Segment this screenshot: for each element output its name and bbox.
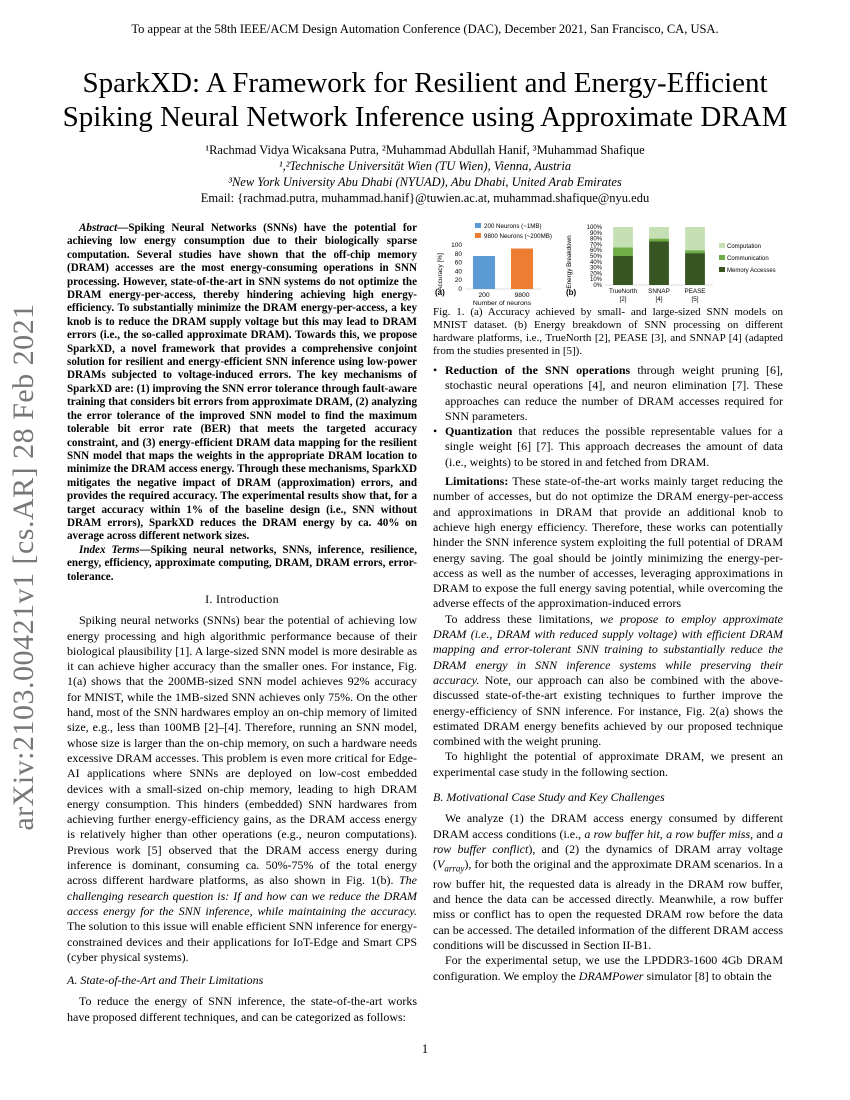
y-tick-label: 20% bbox=[589, 271, 602, 278]
y-tick-label: 0 bbox=[458, 286, 462, 293]
author-block bbox=[60, 142, 790, 206]
y-tick-label: 50% bbox=[589, 254, 602, 260]
setup-text-a: For the experimental setup, we use the LPDDR3-1600 4Gb DRAM configuration. We employ the bbox=[433, 953, 783, 983]
var-subscript: array bbox=[444, 863, 465, 874]
bullet-text: that reduces the possible representable values for a single weight [6] [7]. This approach decreases the amount of data (i.e., weights) to be stored in and fetched from DRAM. bbox=[445, 424, 783, 469]
y-tick-label: 60% bbox=[589, 248, 602, 255]
x-tick-label: SNNAP bbox=[648, 288, 670, 295]
analyze-paragraph bbox=[433, 811, 783, 953]
stacked-bar-segment bbox=[613, 227, 633, 247]
analyze-and: , and bbox=[750, 826, 778, 841]
chart-a bbox=[435, 223, 552, 306]
y-tick-label: 100 bbox=[451, 242, 462, 249]
bullet-text: through weight pruning [6], stochastic neural operations [4], and neuron elimination [7]. These approaches can reduce the number of DRAM accesses required for SNN parameters. bbox=[445, 363, 784, 423]
index-terms-label: Index Terms bbox=[79, 543, 140, 556]
analyze-text-2: ), and (2) the dynamics of DRAM array voltage ( bbox=[433, 841, 783, 872]
stacked-bar-segment bbox=[649, 227, 669, 239]
affiliation-2: ³New York University Abu Dhabi (NYUAD), Abu Dhabi, United Arab Emirates bbox=[228, 175, 622, 189]
abstract bbox=[67, 222, 417, 544]
term-row-buffer-hit: a row buffer hit bbox=[584, 826, 660, 841]
bar bbox=[511, 249, 533, 289]
y-tick-label: 70% bbox=[589, 242, 602, 249]
y-tick-label: 30% bbox=[589, 265, 602, 272]
affiliation-1: ¹,²Technische Universität Wien (TU Wien), Vienna, Austria bbox=[278, 159, 572, 173]
x-ticks-a bbox=[478, 292, 529, 299]
y-axis-label-b: Energy Breakdown bbox=[566, 235, 573, 289]
y-tick-label: 100% bbox=[586, 225, 602, 231]
analyze-sep: , bbox=[659, 826, 667, 841]
bullet-dot: • bbox=[433, 363, 438, 377]
x-tick-label: TrueNorth bbox=[608, 288, 638, 295]
bullet-item bbox=[433, 424, 783, 470]
right-column bbox=[433, 222, 783, 984]
y-tick-label: 0% bbox=[593, 283, 602, 289]
x-tick-ref: [4] bbox=[655, 296, 663, 303]
var-v: V bbox=[437, 857, 445, 872]
legend-label-memory: Memory Accesses bbox=[727, 268, 776, 274]
x-tick-ref: [2] bbox=[619, 296, 627, 303]
intro-paragraph bbox=[67, 613, 417, 965]
y-tick-label: 40 bbox=[454, 268, 462, 276]
bars-b bbox=[613, 227, 705, 285]
intro-text-a: Spiking neural networks (SNNs) bear the potential of achieving low energy processing and high algorithmic performance because of their biological plausibility [1]. A large-sized SNN model is more desirable as it can achieve higher accuracy than the smaller ones. For instance, Fig. 1(a) shows that the 200MB-sized SNN model achieves 92% accuracy for MNIST, while the 1MB-sized SNN achieves only 75%. On the other hand, most of the SNN hardwares employ an on-chip memory of limited size, e.g., less than 100MB [2]–[4]. Therefore, running an SNN model, whose size is larger than the on-chip memory, on such a hardware needs excessive DRAM accesses. This problem is even more critical for Edge-AI applications where SNNs are deployed on low-cost embedded devices with a small-sized on-chip memory, leading to high DRAM energy consumption. This hinders (embedded) SNN hardwares from achieving further energy-efficiency gains, as the DRAM access energy is relatively higher than other operations (e.g., neuron computations). Previous work [5] observed that the DRAM access energy during inference is dominant, consuming ca. 50%-75% of the total energy across different hardware platforms, as also shown in Fig. 1(b). bbox=[67, 613, 417, 888]
limitations-label: Limitations: bbox=[445, 474, 509, 489]
address-text-a: To address these limitations, bbox=[445, 611, 600, 626]
bullet-item bbox=[433, 363, 783, 424]
title-line-2: Spiking Neural Network Inference using Approximate DRAM bbox=[62, 101, 788, 133]
page-number: 1 bbox=[421, 1042, 429, 1056]
subsection-a-paragraph: To reduce the energy of SNN inference, the state-of-the-art works have proposed different techniques, and can be categorized as follows: bbox=[67, 994, 417, 1024]
x-tick-ref: [5] bbox=[691, 296, 699, 303]
stacked-bar-segment bbox=[613, 256, 633, 285]
analyze-text-1: We analyze (1) the DRAM access energy consumed by different DRAM access conditions (i.e., bbox=[433, 811, 783, 841]
y-tick-label: 40% bbox=[589, 259, 602, 266]
x-tick-label: PEASE bbox=[684, 288, 706, 295]
author-names: ¹Rachmad Vidya Wicaksana Putra, ²Muhammad Abdullah Hanif, ³Muhammad Shafique bbox=[205, 143, 645, 157]
legend-swatch-9800 bbox=[475, 233, 481, 238]
panel-label-b: (b) bbox=[566, 288, 577, 297]
intro-text-c: The solution to this issue will enable efficient SNN inference for energy-constrained devices and their applications for IoT-Edge and Smart CPS (cyber physical systems). bbox=[67, 919, 417, 964]
stacked-bar-segment bbox=[685, 227, 705, 250]
abstract-text: —Spiking Neural Networks (SNNs) have the potential for achieving low energy consumption due to their biologically sparse computation. Several studies have shown that the off-chip memory (DRAM) accesses are the most energy-consuming operations in SNN processing. However, state-of-the-art in SNN systems do not optimize the DRAM energy-per-access, thereby hindering achieving high energy-efficiency. To substantially minimize the DRAM energy-per-access, a key knob is to reduce the DRAM supply voltage but this may lead to DRAM errors (i.e., the so-called approximate DRAM). Towards this, we propose SparkXD, a novel framework that provides a comprehensive conjoint solution for resilient and energy-efficient SNN inference using low-power DRAMs subjected to voltage-induced errors. The key mechanisms of SparkXD are: (1) improving the SNN error tolerance through fault-aware training that considers bit errors from approximate DRAM, (2) analyzing the error tolerance of the improved SNN model to find the maximum tolerable bit error rate (BER) that meets the targeted accuracy constraint, and (3) energy-efficient DRAM data mapping for the resilient SNN model that maps the weights in the appropriate DRAM location to minimize the DRAM access energy. Through these mechanisms, SparkXD mitigates the negative impact of DRAM (approximation) errors, and provides the required accuracy. The experimental results show that, for a target accuracy within 1% of the baseline design (i.e., SNN without DRAM errors), SparkXD reduces the DRAM energy by ca. 40% on average across different network sizes. bbox=[67, 222, 417, 543]
highlight-paragraph: To highlight the potential of approximate DRAM, we present an experimental case study in the following section. bbox=[433, 749, 783, 779]
legend-label-communication: Communication bbox=[727, 256, 769, 262]
index-terms-text: —Spiking neural networks, SNNs, inference, resilience, energy, efficiency, approximate computing, DRAM, DRAM errors, error-tolerance. bbox=[67, 543, 417, 583]
setup-text-c: simulator [8] to obtain the bbox=[643, 968, 772, 983]
legend-swatch-200 bbox=[475, 223, 481, 228]
x-tick-label: 200 bbox=[478, 292, 490, 299]
stacked-bar-segment bbox=[649, 242, 669, 286]
legend-swatch-memory bbox=[719, 267, 725, 272]
stacked-bar-segment bbox=[685, 253, 705, 285]
stacked-bar-segment bbox=[613, 247, 633, 256]
address-paragraph bbox=[433, 612, 783, 750]
y-tick-label: 10% bbox=[589, 277, 602, 284]
x-ticks-b bbox=[609, 288, 706, 303]
legend-swatch-communication bbox=[719, 255, 725, 260]
y-tick-label: 80% bbox=[589, 236, 602, 243]
bullet-dot: • bbox=[433, 424, 438, 439]
term-row-buffer-miss: a row buffer miss bbox=[666, 826, 751, 841]
subsection-b-heading: B. Motivational Case Study and Key Challenges bbox=[433, 790, 665, 805]
y-ticks-a bbox=[451, 242, 462, 293]
legend-swatch-computation bbox=[719, 243, 725, 248]
figure-1 bbox=[433, 222, 783, 306]
setup-paragraph bbox=[433, 953, 783, 984]
y-axis-label-a: Accuracy [%] bbox=[437, 253, 444, 291]
analyze-text-3: ), for both the original and the approximate DRAM scenarios. In a row buffer hit, the requested data is already in the DRAM row buffer, and hence the data can be accessed directly. Meanwhile, a row buffer miss or conflict has to open the requested DRAM row before the data can be accessed. The detailed information of the different DRAM access conditions will be discussed in Section II-B1. bbox=[433, 857, 783, 953]
bars-a bbox=[473, 249, 533, 289]
left-column bbox=[67, 222, 417, 1025]
stacked-bar-segment bbox=[685, 250, 705, 253]
bullet-bold: Quantization bbox=[445, 424, 513, 439]
conference-note: To appear at the 58th IEEE/ACM Design Automation Conference (DAC), December 2021, San Francisco, CA, USA. bbox=[131, 22, 719, 36]
legend-label-computation: Computation bbox=[727, 244, 762, 250]
section-heading-introduction: I. Introduction bbox=[205, 591, 279, 606]
term-row-buffer-conflict: a row buffer conflict bbox=[433, 826, 784, 856]
y-ticks-b bbox=[587, 225, 603, 289]
x-axis-label-a: Number of neurons bbox=[472, 300, 532, 306]
stacked-bar-segment bbox=[649, 239, 669, 242]
y-tick-label: 80 bbox=[454, 250, 462, 258]
chart-b bbox=[566, 225, 776, 303]
y-tick-label: 20 bbox=[454, 277, 462, 285]
figure-1-caption: Fig. 1. (a) Accuracy achieved by small- and large-sized SNN models on MNIST dataset. (b) Energy breakdown of SNN processing on different hardware platforms, i.e., TrueNorth [2], PEASE [3], and SNNAP [4] (adapted from the studies presented in [5]). bbox=[433, 306, 783, 357]
bullet-bold: Reduction of the SNN operations bbox=[445, 363, 631, 377]
y-tick-label: 90% bbox=[589, 230, 602, 237]
arxiv-stamp: arXiv:2103.00421v1 [cs.AR] 28 Feb 2021 bbox=[7, 303, 40, 831]
figure-1-graphic bbox=[433, 222, 783, 306]
legend-label-200: 200 Neurons (~1MB) bbox=[484, 223, 542, 230]
author-email: Email: {rachmad.putra, muhammad.hanif}@tuwien.ac.at, muhammad.shafique@nyu.edu bbox=[200, 191, 650, 205]
address-text-c: Note, our approach can also be combined with the above-discussed state-of-the-art existing techniques to further improve the energy-efficiency of SNN inference. For instance, Fig. 2(a) shows the estimated DRAM energy benefits achieved by our proposed technique combined with the weight pruning. bbox=[433, 672, 783, 749]
limitations-text: These state-of-the-art works mainly target reducing the number of accesses, but do not optimize the DRAM energy-per-access and approximations in DRAM that provide an additional knob to achieve high energy efficiency. Therefore, these works can potentially hinder the SNN inference system exploiting the full potential of DRAM energy saving. The goal should be jointly minimizing the energy-per-access as well as the number of accesses, leveraging approximations in DRAM to expose the full energy saving potential, while overcoming the adverse effects of the approximation-induced errors bbox=[433, 474, 783, 611]
limitations-paragraph bbox=[433, 474, 783, 612]
bar bbox=[473, 256, 495, 289]
paper-title bbox=[40, 66, 810, 134]
y-tick-label: 60 bbox=[454, 259, 462, 267]
x-tick-label: 9800 bbox=[514, 292, 530, 299]
research-question: The challenging research question is: If and how can we reduce the DRAM access energy for the SNN inference, while maintaining the accuracy. bbox=[67, 873, 417, 918]
subsection-a-heading: A. State-of-the-Art and Their Limitations bbox=[67, 973, 264, 988]
title-line-1: SparkXD: A Framework for Resilient and Energy-Efficient bbox=[82, 67, 768, 99]
proposal-statement: we propose to employ approximate DRAM (i.e., DRAM with reduced supply voltage) with efficient DRAM mapping and error-tolerant SNN training to substantially reduce the DRAM energy in SNN inference systems while preserving their accuracy. bbox=[433, 611, 783, 687]
index-terms bbox=[67, 544, 417, 584]
abstract-label: Abstract bbox=[79, 222, 118, 234]
panel-label-a: (a) bbox=[435, 288, 445, 297]
tool-name: DRAMPower bbox=[578, 968, 644, 983]
legend-label-9800: 9800 Neurons (~200MB) bbox=[484, 233, 552, 240]
